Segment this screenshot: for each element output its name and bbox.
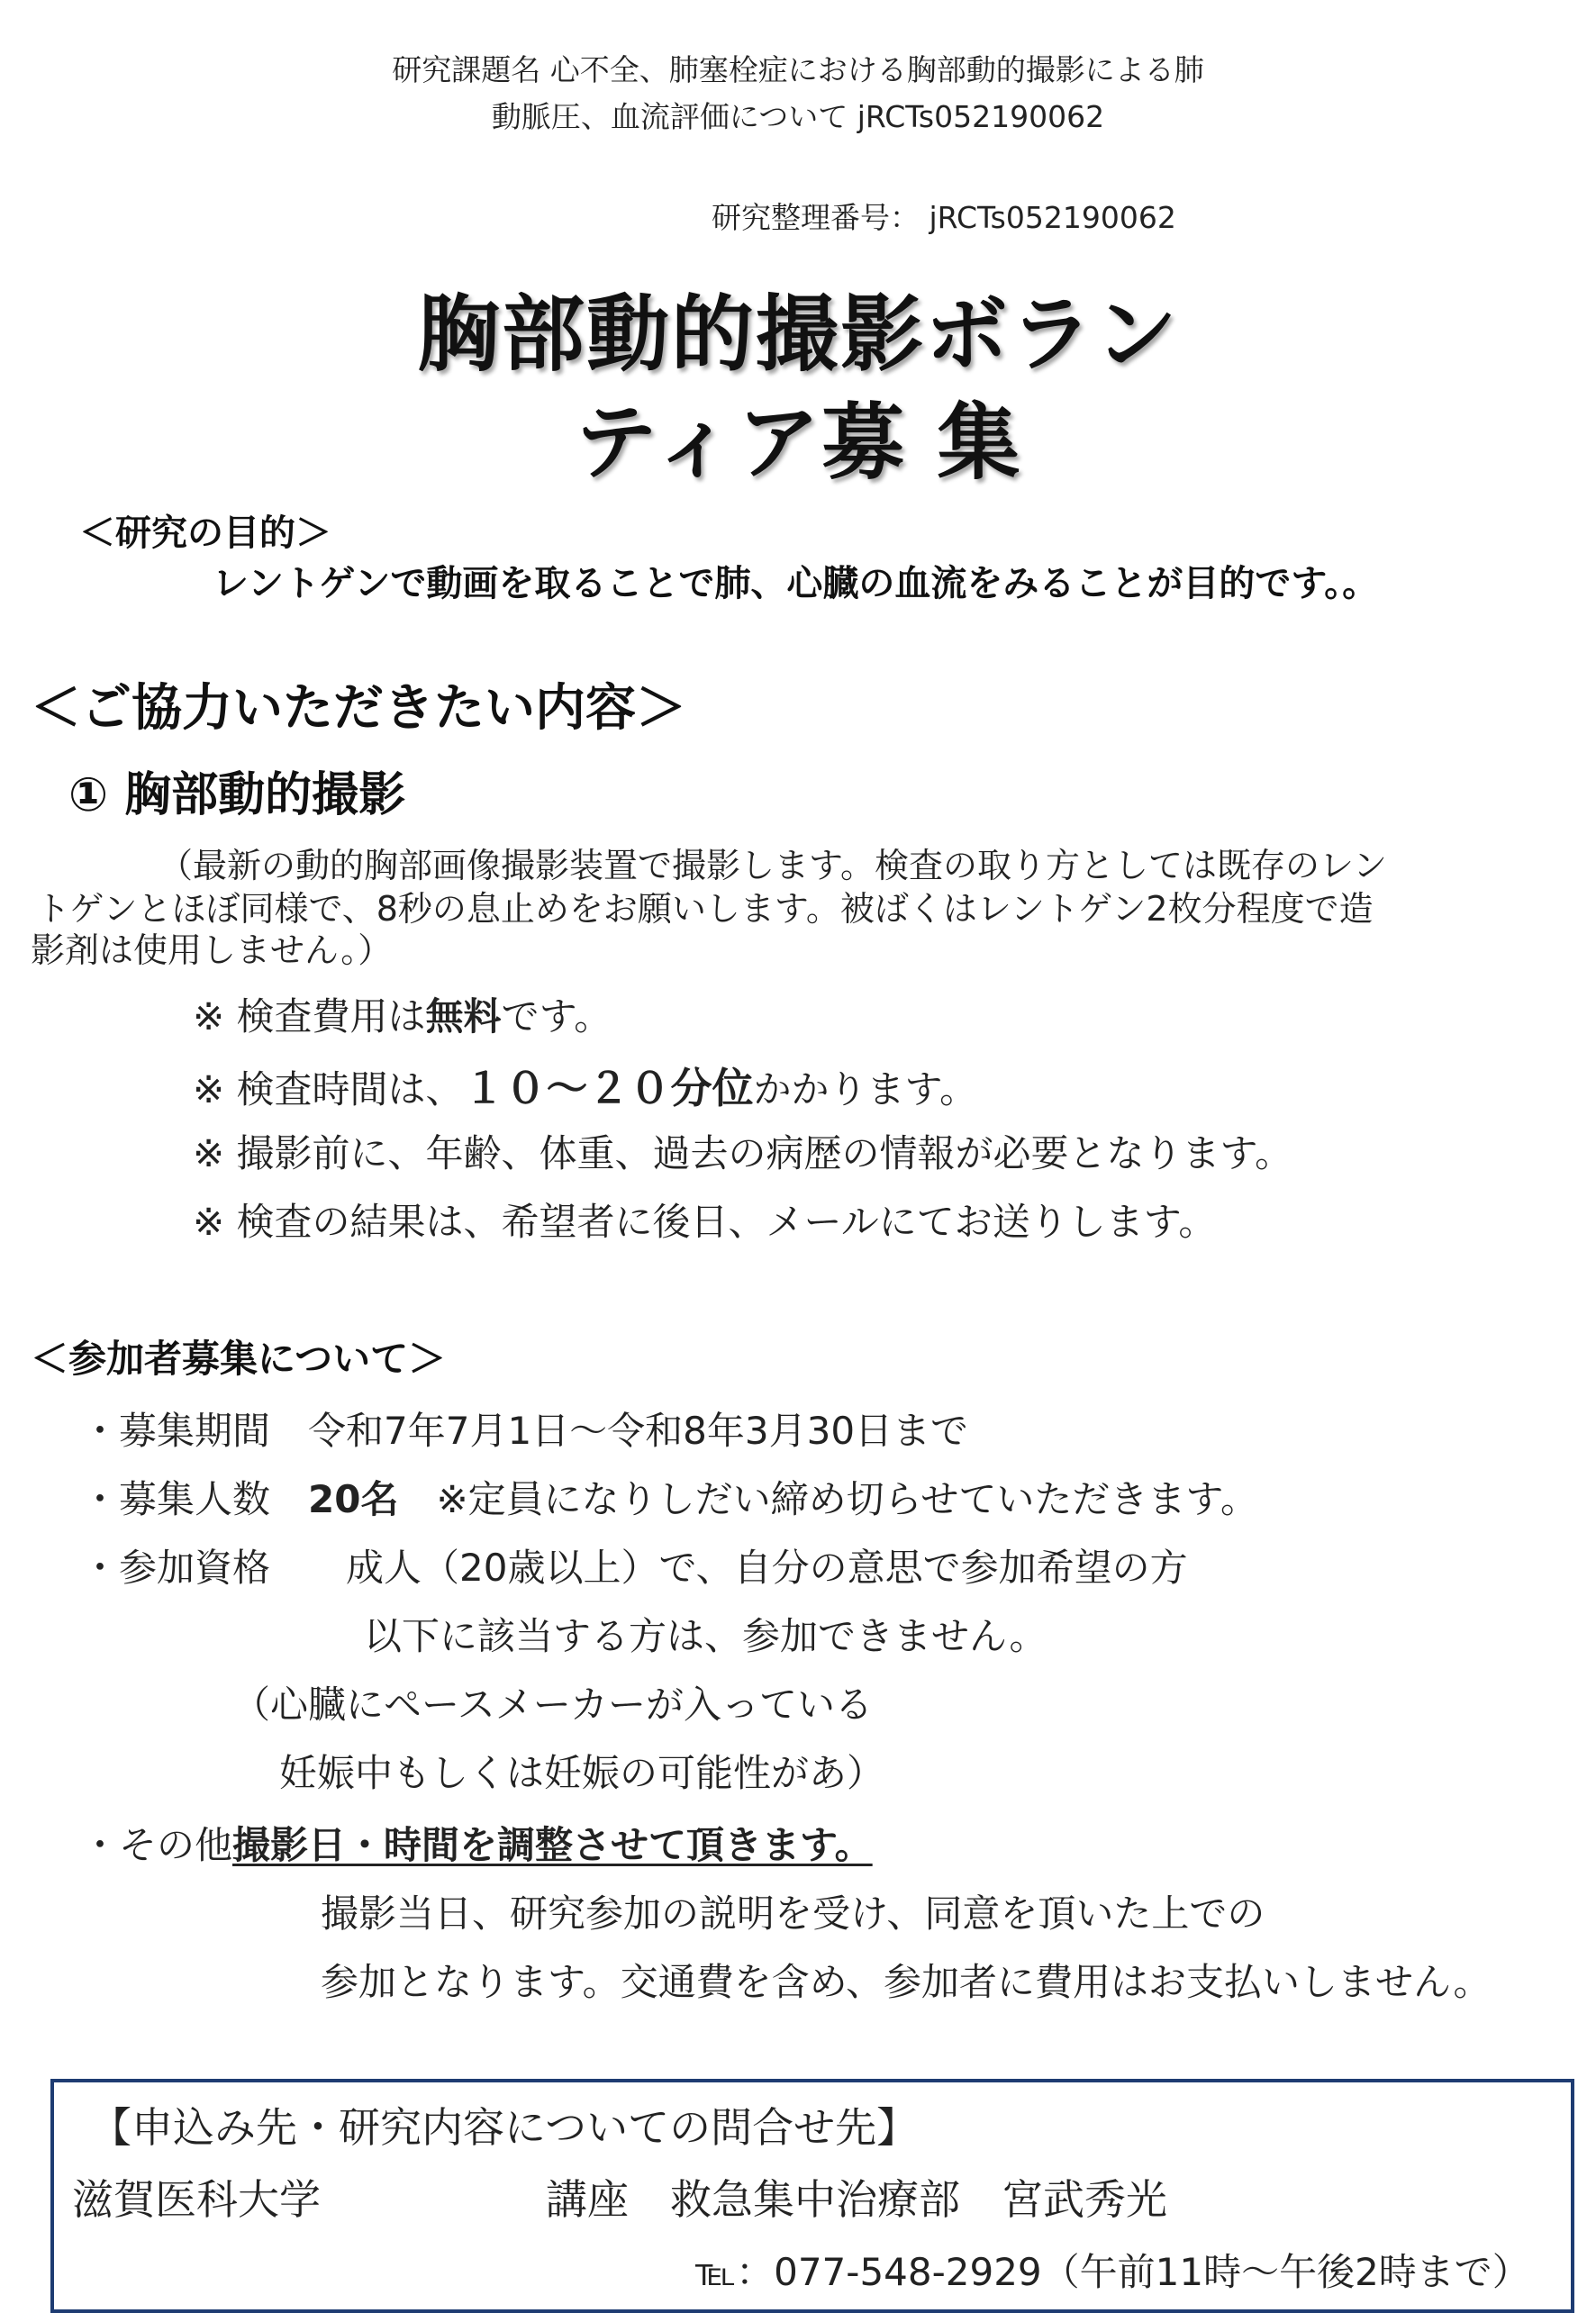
recruitment-exclusion-1: （心臓にペースメーカーが入っている — [232, 1683, 874, 1727]
recruitment-count-bold: 20名 — [308, 1477, 399, 1521]
description-line-3: 影剤は使用しません。） — [31, 930, 393, 970]
note-results: ※ 検査の結果は、希望者に後日、メールにてお送りします。 — [193, 1200, 1217, 1244]
note-info: ※ 撮影前に、年齢、体重、過去の病歴の情報が必要となります。 — [193, 1131, 1293, 1175]
recruitment-other-line-2: 撮影当日、研究参加の説明を受け、同意を頂いた上での — [321, 1891, 1265, 1936]
page-title-line-2: ティア募 集 — [574, 395, 1022, 491]
recruitment-count-post: ※定員になりしだい締め切らせていただきます。 — [398, 1477, 1259, 1521]
recruitment-exclusion-2: 妊娠中もしくは妊娠の可能性があ） — [279, 1751, 885, 1795]
note-fee-post: です。 — [501, 994, 612, 1039]
recruitment-count — [81, 1470, 1258, 1524]
recruitment-exclusion-intro: 以下に該当する方は、参加できません。 — [364, 1614, 1047, 1658]
note-duration-post: かかります。 — [753, 1067, 978, 1111]
topic-line-1: 研究課題名 心不全、肺塞栓症における胸部動的撮影による肺 — [392, 52, 1204, 87]
contact-institution: 滋賀医科大学 — [72, 2175, 321, 2224]
cooperation-subheading: ① 胸部動的撮影 — [68, 768, 406, 822]
recruitment-heading: ＜参加者募集について＞ — [31, 1337, 447, 1381]
page-title-line-1: 胸部動的撮影ボラン — [416, 286, 1179, 383]
contact-heading: 【申込み先・研究内容についての問合せ先】 — [90, 2103, 919, 2152]
note-duration-pre: ※ 検査時間は、 — [193, 1067, 464, 1111]
description-line-1: （最新の動的胸部画像撮影装置で撮影します。検査の取り方としては既存のレン — [159, 846, 1388, 885]
note-duration — [193, 1056, 977, 1115]
note-fee-bold: 無料 — [425, 994, 502, 1039]
purpose-heading: ＜研究の目的＞ — [79, 512, 331, 554]
recruitment-other-bold: 撮影日・時間を調整させて頂きます。 — [232, 1823, 873, 1867]
recruitment-period: ・募集期間 令和7年7月1日～令和8年3月30日まで — [81, 1409, 969, 1453]
note-duration-bold: １０～２０分位 — [463, 1064, 754, 1112]
note-fee-pre: ※ 検査費用は — [193, 994, 426, 1039]
purpose-body: レントゲンで動画を取ることで肺、心臓の血流をみることが目的です。。 — [213, 563, 1379, 604]
recruitment-other-pre: ・その他 — [81, 1823, 233, 1867]
cooperation-heading: ＜ご協力いただきたい内容＞ — [31, 679, 686, 738]
recruitment-other — [81, 1816, 873, 1870]
recruitment-eligibility: ・参加資格 成人（20歳以上）で、自分の意思で参加希望の方 — [81, 1546, 1188, 1590]
recruitment-count-pre: ・募集人数 — [81, 1477, 309, 1521]
contact-department: 講座 救急集中治療部 宮武秀光 — [546, 2175, 1167, 2224]
description-line-2: トゲンとほぼ同様で、8秒の息止めをお願いします。被ばくはレントゲン2枚分程度で造 — [36, 889, 1374, 929]
contact-box — [50, 2079, 1574, 2313]
recruitment-other-line-3: 参加となります。交通費を含め、参加者に費用はお支払いしません。 — [321, 1960, 1492, 2004]
topic-line-2: 動脈圧、血流評価について jRCTs052190062 — [491, 99, 1105, 134]
note-fee — [193, 987, 612, 1041]
contact-phone: ℡：077-548-2929（午前11時～午後2時まで） — [695, 2250, 1530, 2294]
reference-number: 研究整理番号： jRCTs052190062 — [712, 200, 1176, 235]
